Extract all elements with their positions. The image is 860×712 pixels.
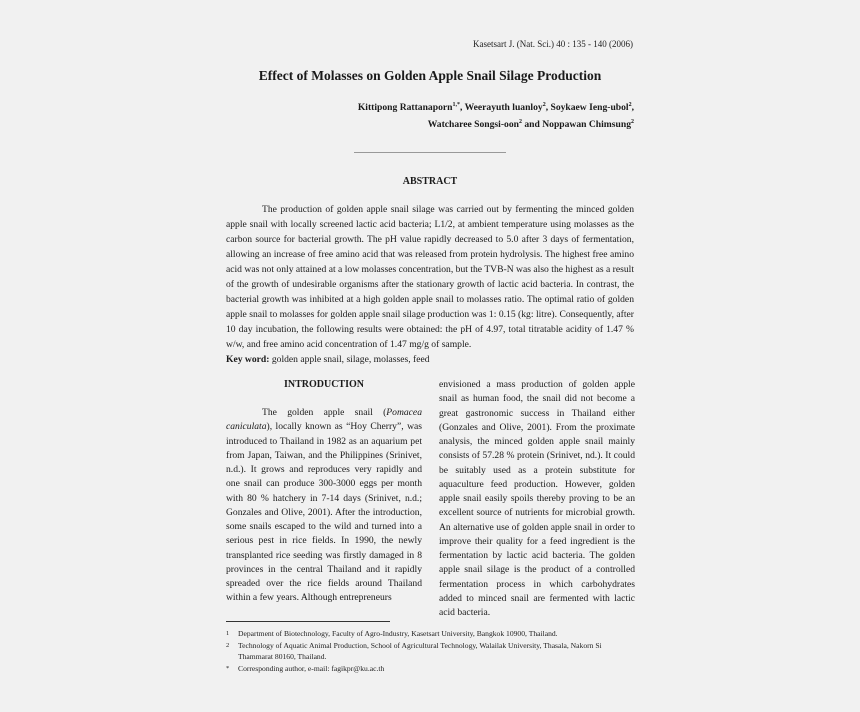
footnote-mark: 2 xyxy=(226,641,230,649)
footnote-divider xyxy=(226,621,390,622)
species-name: Pomacea caniculata xyxy=(226,407,422,433)
intro-text: The golden apple snail ( xyxy=(262,407,387,418)
author-name: Watcharee Songsi-oon xyxy=(427,119,519,131)
keyword-label: Key word: xyxy=(226,354,270,365)
title-divider xyxy=(354,152,506,153)
author-name: Noppawan Chimsung xyxy=(542,119,631,131)
author-line-1 xyxy=(358,98,634,115)
author-affiliation: 2 xyxy=(518,119,522,126)
footnote xyxy=(226,628,636,640)
journal-reference: Kasetsart J. (Nat. Sci.) 40 : 135 - 140 (2006) xyxy=(473,39,633,49)
keywords: golden apple snail, silage, molasses, feed xyxy=(271,354,430,365)
footnote-text: Department of Biotechnology, Faculty of Agro-Industry, Kasetsart University, Bangkok 10900, Thailand. xyxy=(238,629,558,638)
author-affiliation: 2 xyxy=(628,102,632,108)
abstract-body xyxy=(226,202,634,367)
intro-paragraph-continued: envisioned a mass production of golden apple snail as human food, the snail did not become a great gastronomic success in Thailand either (Gonzales and Olive, 2001). From the proximate analysis, the minced golden apple snail mainly consists of 57.28 % protein (Srinivet, nd.). It could be suitably used as a protein substitute for aquaculture feed production. However, golden apple snail easily spoils thereby proving to be an excellent source of nutrients for microbial growth. An alternative use of golden apple snail in order to improve their quality for a feed ingredient is the fermentation by lactic acid bacteria. The golden apple snail silage is the product of a controlled fermentation process in which carbohydrates added to minced snail are fermented with lactic acid bacteria. xyxy=(439,379,635,618)
author-separator: , xyxy=(459,102,465,114)
intro-column-left xyxy=(226,378,422,606)
author-affiliation: 2 xyxy=(631,119,634,126)
author-name: Weerayuth luanloy xyxy=(464,102,543,114)
author-affiliation: 2 xyxy=(542,102,546,108)
footnote-mark: 1 xyxy=(226,630,230,637)
introduction-heading: INTRODUCTION xyxy=(283,379,364,390)
footnote xyxy=(226,663,636,675)
footnotes xyxy=(226,628,636,674)
intro-paragraph xyxy=(226,406,422,606)
author-line-2 xyxy=(358,115,634,132)
paper-title: Effect of Molasses on Golden Apple Snail Silage Production xyxy=(258,68,602,83)
author-name: Kittipong Rattanaporn xyxy=(357,102,453,114)
intro-text: ), locally known as “Hoy Cherry”, was introduced to Thailand in 1982 as an aquarium pet from Japan, Taiwan, and the Philippines (Srinivet, n.d.). It grows and reproduces very rapidly and one snail can produce 300-3000 eggs per month with 80 % hatchery in 7-14 days (Srinivet, n.d.; Gonzales and Olive, 2001). After the introduction, some snails escaped to the wild and turned into a serious pest in rice fields. In 1990, the newly transplanted rice seeding was firstly damaged in 8 provinces in the central Thailand and it rapidly spreaded over the rice fields around Thailand within a few years. Although entrepreneurs xyxy=(226,421,422,604)
author-list xyxy=(358,98,634,132)
footnote-text: Technology of Aquatic Animal Production, School of Agricultural Technology, Walailak University, Thasala, Nakorn Si Thammarat 80160, Thailand. xyxy=(238,640,602,661)
author-separator: , xyxy=(545,102,551,114)
abstract-heading: ABSTRACT xyxy=(402,176,458,187)
author-separator: and xyxy=(521,119,543,131)
author-name: Soykaew Ieng-ubol xyxy=(550,102,629,114)
footnote xyxy=(226,640,636,663)
abstract-text: The production of golden apple snail silage was carried out by fermenting the minced golden apple snail with locally screened lactic acid bacteria; L1/2, at ambient temperature using molasses as the carbon source for bacterial growth. The pH value rapidly decreased to 5.0 after 3 days of fermentation, allowing an increase of free amino acid that was released from protein hydrolysis. The highest free amino acid was not only attained at a low molasses concentration, but the TVB-N was also the highest as a result of the growth of undesirable organisms after the stationary growth of lactic acid bacteria. In contrast, the bacterial growth was inhibited at a high golden apple snail to molasses ratio. The optimal ratio of golden apple snail to molasses for golden apple snail silage production was 1: 0.15 (kg: litre). Consequently, after 10 day incubation, the following results were obtained: the pH of 4.97, total titratable acidity of 1.47 % w/w, and free amino acid concentration of 1.47 mg/g of sample. xyxy=(226,204,634,350)
intro-column-right xyxy=(439,378,635,620)
author-separator: , xyxy=(631,102,634,114)
footnote-text: Corresponding author, e-mail: fagikpr@ku.ac.th xyxy=(238,663,385,673)
author-affiliation: 1,* xyxy=(452,102,460,108)
footnote-mark: * xyxy=(226,664,230,672)
